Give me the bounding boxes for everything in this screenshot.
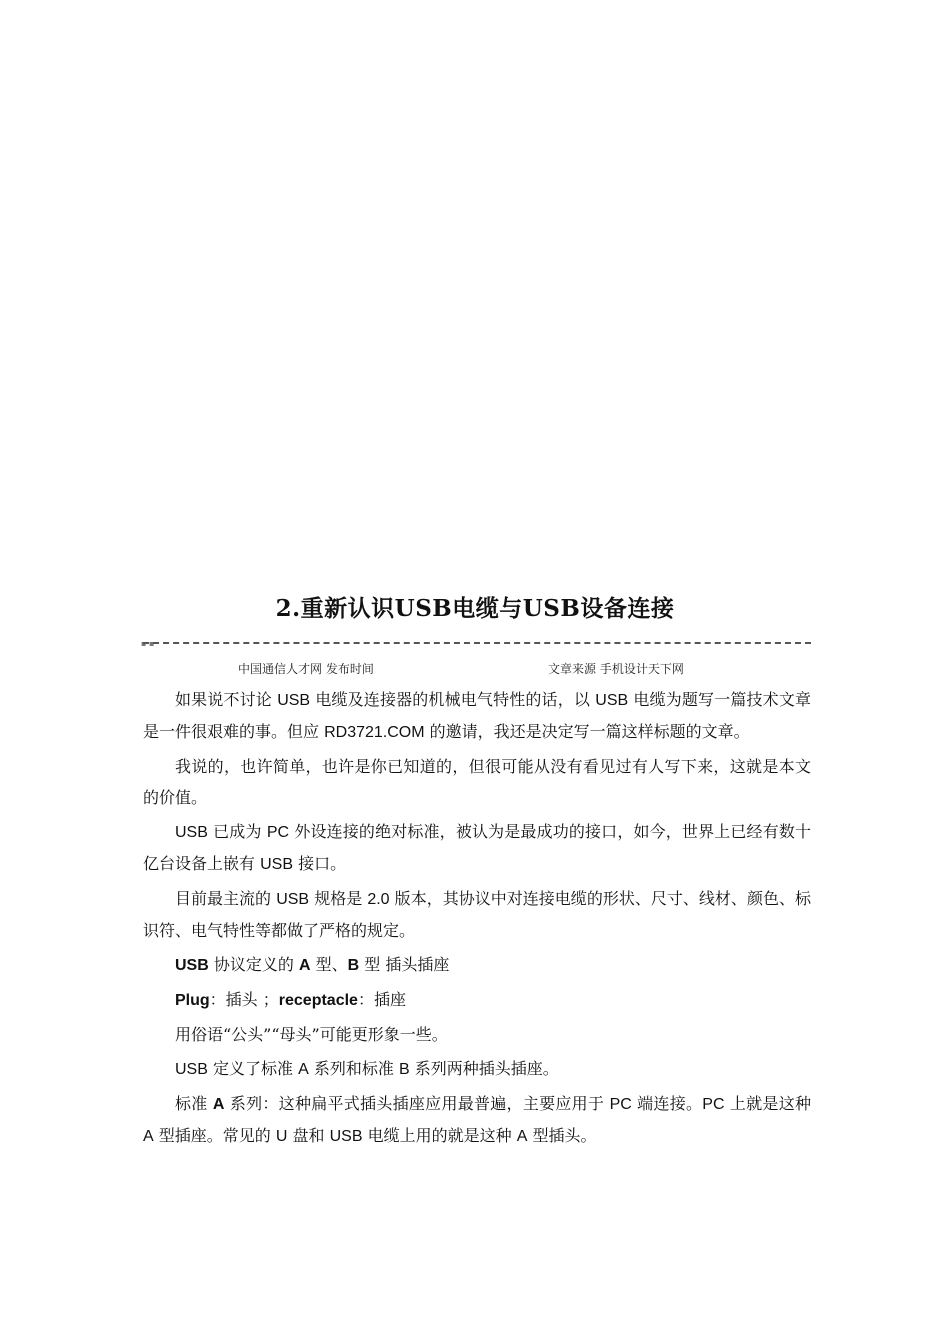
paragraph-1 xyxy=(143,684,811,748)
text-run: ：插座 xyxy=(357,990,406,1009)
rule-dots-decoration: ▪ ▪ xyxy=(141,639,155,648)
text-run: 定义了标准 xyxy=(207,1059,299,1078)
text-run: PC xyxy=(266,824,290,841)
text-run: 系列两种插头插座。 xyxy=(409,1059,559,1078)
text-run: 型插头。 xyxy=(527,1126,597,1145)
text-run: 系列和标准 xyxy=(308,1059,399,1078)
paragraph-9 xyxy=(143,1088,811,1152)
text-run: 标准 xyxy=(175,1094,213,1113)
text-run: A xyxy=(212,1096,225,1113)
text-run: 系列：这种扁平式插头插座应用最普遍，主要应用于 xyxy=(224,1094,610,1113)
text-run: 如果说不讨论 xyxy=(175,690,278,709)
text-run: 已成为 xyxy=(207,822,267,841)
text-run: 上就是这种 xyxy=(724,1094,811,1113)
text-run: 电缆上用的就是这种 xyxy=(362,1126,517,1145)
text-run: 2.0 xyxy=(367,891,390,908)
text-run: A xyxy=(143,1128,154,1145)
paragraph-4 xyxy=(143,883,811,946)
text-run: USB xyxy=(329,1128,363,1145)
text-run: B xyxy=(347,957,360,974)
text-run: A xyxy=(298,1061,309,1078)
text-run: RD3721.COM xyxy=(324,724,425,741)
text-run: USB xyxy=(277,692,311,709)
text-run: USB xyxy=(175,824,208,841)
text-run: Plug xyxy=(175,992,210,1009)
text-run: 的邀请，我还是决定写一篇这样标题的文章。 xyxy=(424,722,750,741)
text-run: 用俗语“公头”“母头”可能更形象一些。 xyxy=(175,1025,448,1044)
page-title: 2.重新认识USB电缆与USB设备连接 xyxy=(275,595,675,622)
text-run: 盘和 xyxy=(287,1126,330,1145)
text-run: 电缆为题写一篇技术文章是一件很艰难的事。但应 xyxy=(143,690,811,741)
text-run: USB xyxy=(260,856,293,873)
text-run: 端连接。 xyxy=(631,1094,703,1113)
text-run: ：插头 ； xyxy=(209,990,279,1009)
text-run: 目前最主流的 xyxy=(175,889,277,908)
meta-source-right: 文章来源 手机设计天下网 xyxy=(548,662,684,676)
article-body xyxy=(143,684,811,1155)
text-run: 版本，其协议中对连接电缆的形状、尺寸、线材、颜色、标识符、电气特性等都做了严格的规定。 xyxy=(143,889,811,940)
paragraph-2 xyxy=(143,751,811,813)
paragraph-6 xyxy=(143,984,811,1016)
text-run: A xyxy=(298,957,311,974)
text-run: B xyxy=(398,1061,410,1078)
text-run: 电缆及连接器的机械电气特性的话，以 xyxy=(310,690,596,709)
text-run: USB xyxy=(175,957,209,974)
paragraph-3 xyxy=(143,816,811,880)
text-run: 外设连接的绝对标准，被认为是最成功的接口，如今，世界上已经有数十亿台设备上嵌有 xyxy=(143,822,811,873)
text-run: 协议定义的 xyxy=(208,955,299,974)
text-run: USB xyxy=(595,692,629,709)
text-run: A xyxy=(516,1128,528,1145)
text-run: U xyxy=(275,1128,288,1145)
text-run: PC xyxy=(702,1096,725,1113)
text-run: 型插座。常见的 xyxy=(153,1126,276,1145)
text-run: 型 插头插座 xyxy=(359,955,450,974)
meta-source-left: 中国通信人才网 发布时间 xyxy=(238,662,374,676)
text-run: PC xyxy=(609,1096,632,1113)
text-run: 接口。 xyxy=(293,854,347,873)
text-run: 型、 xyxy=(310,955,348,974)
text-run: receptacle xyxy=(278,992,358,1009)
text-run: USB xyxy=(175,1061,208,1078)
title-divider xyxy=(143,642,811,644)
paragraph-8 xyxy=(143,1053,811,1085)
text-run: 我说的，也许简单，也许是你已知道的，但很可能从没有看见过有人写下来，这就是本文的价值。 xyxy=(143,757,811,807)
paragraph-5 xyxy=(143,949,811,981)
text-run: USB xyxy=(276,891,310,908)
paragraph-7 xyxy=(143,1019,811,1050)
text-run: 规格是 xyxy=(309,889,368,908)
